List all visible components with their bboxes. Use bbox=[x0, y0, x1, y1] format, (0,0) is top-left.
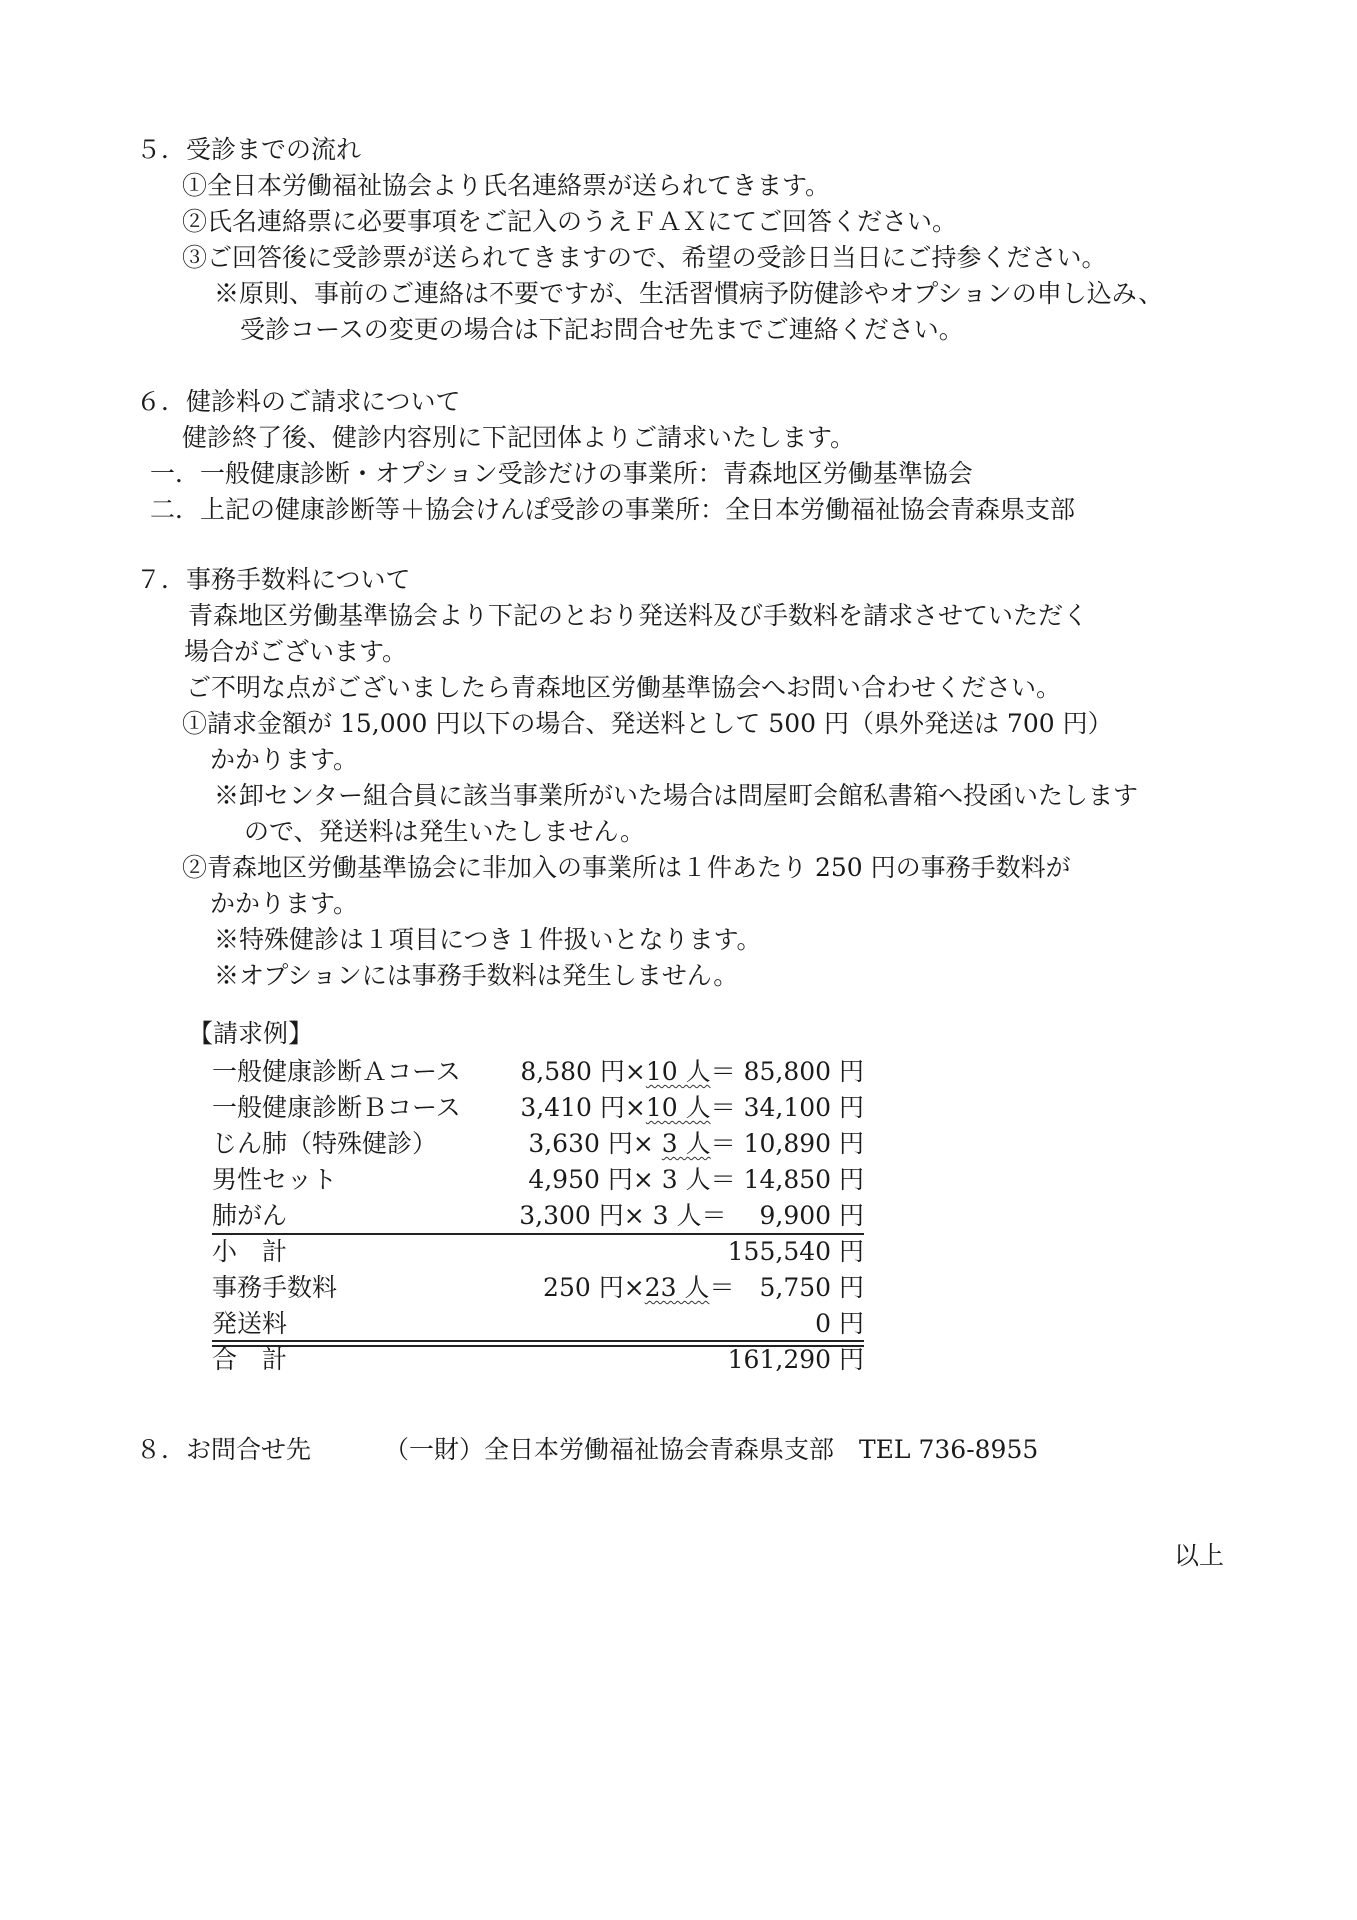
invoice-example-title: 【請求例】 bbox=[188, 1019, 314, 1048]
fee-count: 23 人 bbox=[644, 1273, 710, 1302]
invoice-row-equals: ＝ bbox=[710, 1093, 736, 1122]
section5-line-3: ③ご回答後に受診票が送られてきますので、希望の受診日当日にご持参ください。 bbox=[182, 243, 1107, 272]
invoice-row-equals: ＝ bbox=[710, 1057, 736, 1086]
invoice-row-amount: 10,890 円 bbox=[743, 1129, 864, 1158]
shipping-label: 発送料 bbox=[212, 1309, 288, 1338]
invoice-row-formula bbox=[528, 1162, 864, 1198]
invoice-row-amount: 14,850 円 bbox=[743, 1165, 864, 1194]
invoice-fee-row bbox=[212, 1270, 864, 1306]
invoice-row bbox=[212, 1126, 864, 1162]
fee-label: 事務手数料 bbox=[212, 1273, 338, 1302]
fee-amount: 5,750 円 bbox=[759, 1273, 864, 1302]
section5-note-1: ※原則、事前のご連絡は不要ですが、生活習慣病予防健診やオプションの申し込み、 bbox=[214, 279, 1164, 308]
invoice-row-equals: ＝ bbox=[710, 1165, 736, 1194]
invoice-row-count: 3 人 bbox=[661, 1129, 711, 1158]
section6-item-1: 一．一般健康診断・オプション受診だけの事業所：青森地区労働基準協会 bbox=[150, 459, 973, 488]
invoice-row bbox=[212, 1162, 864, 1198]
invoice-row-label: 一般健康診断Ｂコース bbox=[212, 1093, 461, 1122]
section7-intro-3: ご不明な点がございましたら青森地区労働基準協会へお問い合わせください。 bbox=[186, 673, 1062, 702]
invoice-row-equals: ＝ bbox=[710, 1129, 736, 1158]
subtotal-amount: 155,540 円 bbox=[727, 1237, 864, 1266]
section5-line-1: ①全日本労働福祉協会より氏名連絡票が送られてきます。 bbox=[182, 171, 831, 200]
closing-mark: 以上 bbox=[1174, 1541, 1225, 1570]
subtotal-label: 小 計 bbox=[212, 1237, 288, 1266]
invoice-row-amount: 85,800 円 bbox=[743, 1057, 864, 1086]
invoice-row-count: 3 人 bbox=[652, 1201, 702, 1230]
invoice-example-table bbox=[212, 1054, 864, 1378]
invoice-row-amount: 34,100 円 bbox=[743, 1093, 864, 1122]
invoice-row-unit: 8,580 円× bbox=[520, 1057, 646, 1086]
invoice-row-label: 一般健康診断Ａコース bbox=[212, 1057, 461, 1086]
fee-formula bbox=[543, 1270, 864, 1306]
invoice-row-unit: 4,950 円× bbox=[528, 1165, 654, 1194]
invoice-row-count: 10 人 bbox=[645, 1093, 711, 1122]
section7-point2-note-1: ※特殊健診は１項目につき１件扱いとなります。 bbox=[214, 925, 762, 954]
section6-intro: 健診終了後、健診内容別に下記団体よりご請求いたします。 bbox=[182, 423, 856, 452]
invoice-row-unit: 3,630 円× bbox=[528, 1129, 654, 1158]
section5-note-2: 受診コースの変更の場合は下記お問合せ先までご連絡ください。 bbox=[240, 315, 964, 344]
section7-intro-2: 場合がございます。 bbox=[184, 637, 408, 666]
section7-point1-note-2: ので、発送料は発生いたしません。 bbox=[244, 817, 646, 846]
section7-point2-line-1: ②青森地区労働基準協会に非加入の事業所は１件あたり 250 円の事務手数料が bbox=[182, 853, 1071, 882]
invoice-row-count: 3 人 bbox=[661, 1165, 711, 1194]
invoice-row-unit: 3,410 円× bbox=[520, 1093, 646, 1122]
invoice-row-formula bbox=[519, 1198, 864, 1234]
invoice-row-formula bbox=[520, 1090, 864, 1126]
invoice-row-label: 男性セット bbox=[212, 1165, 338, 1194]
section7-intro-1: 青森地区労働基準協会より下記のとおり発送料及び手数料を請求させていただく bbox=[188, 601, 1089, 630]
invoice-row bbox=[212, 1198, 864, 1234]
invoice-row-formula bbox=[528, 1126, 864, 1162]
fee-unit: 250 円× bbox=[543, 1273, 645, 1302]
section7-heading: ７．事務手数料について bbox=[136, 565, 411, 594]
total-label: 合 計 bbox=[212, 1345, 288, 1374]
section5-heading: ５．受診までの流れ bbox=[136, 135, 362, 164]
section7-point2-line-2: かかります。 bbox=[210, 889, 359, 918]
section7-point1-line-2: かかります。 bbox=[210, 745, 359, 774]
invoice-row-unit: 3,300 円× bbox=[519, 1201, 645, 1230]
section5-line-2: ②氏名連絡票に必要事項をご記入のうえＦＡＸにてご回答ください。 bbox=[182, 207, 958, 236]
invoice-shipping-row bbox=[212, 1306, 864, 1342]
invoice-row-equals: ＝ bbox=[701, 1201, 727, 1230]
fee-equals: ＝ bbox=[709, 1273, 735, 1302]
section7-point1-line-1: ①請求金額が 15,000 円以下の場合、発送料として 500 円（県外発送は 700 円） bbox=[182, 709, 1113, 738]
invoice-row-amount: 9,900 円 bbox=[759, 1201, 864, 1230]
invoice-subtotal-row bbox=[212, 1234, 864, 1270]
invoice-row bbox=[212, 1090, 864, 1126]
total-amount: 161,290 円 bbox=[727, 1345, 864, 1374]
shipping-amount: 0 円 bbox=[815, 1309, 864, 1338]
contact-info: （一財）全日本労働福祉協会青森県支部 TEL 736-8955 bbox=[384, 1435, 1039, 1464]
section7-point1-note-1: ※卸センター組合員に該当事業所がいた場合は問屋町会館私書箱へ投函いたします bbox=[214, 781, 1139, 810]
section7-point2-note-2: ※オプションには事務手数料は発生しません。 bbox=[214, 961, 739, 990]
section8-heading: ８．お問合せ先 bbox=[136, 1435, 312, 1464]
invoice-row-count: 10 人 bbox=[645, 1057, 711, 1086]
invoice-row-label: 肺がん bbox=[212, 1201, 288, 1230]
invoice-row bbox=[212, 1054, 864, 1090]
section6-item-2: 二．上記の健康診断等＋協会けんぽ受診の事業所：全日本労働福祉協会青森県支部 bbox=[150, 495, 1076, 524]
invoice-row-formula bbox=[520, 1054, 864, 1090]
invoice-total-row bbox=[212, 1342, 864, 1378]
invoice-row-label: じん肺（特殊健診） bbox=[212, 1129, 438, 1158]
section6-heading: ６．健診料のご請求について bbox=[136, 387, 461, 416]
